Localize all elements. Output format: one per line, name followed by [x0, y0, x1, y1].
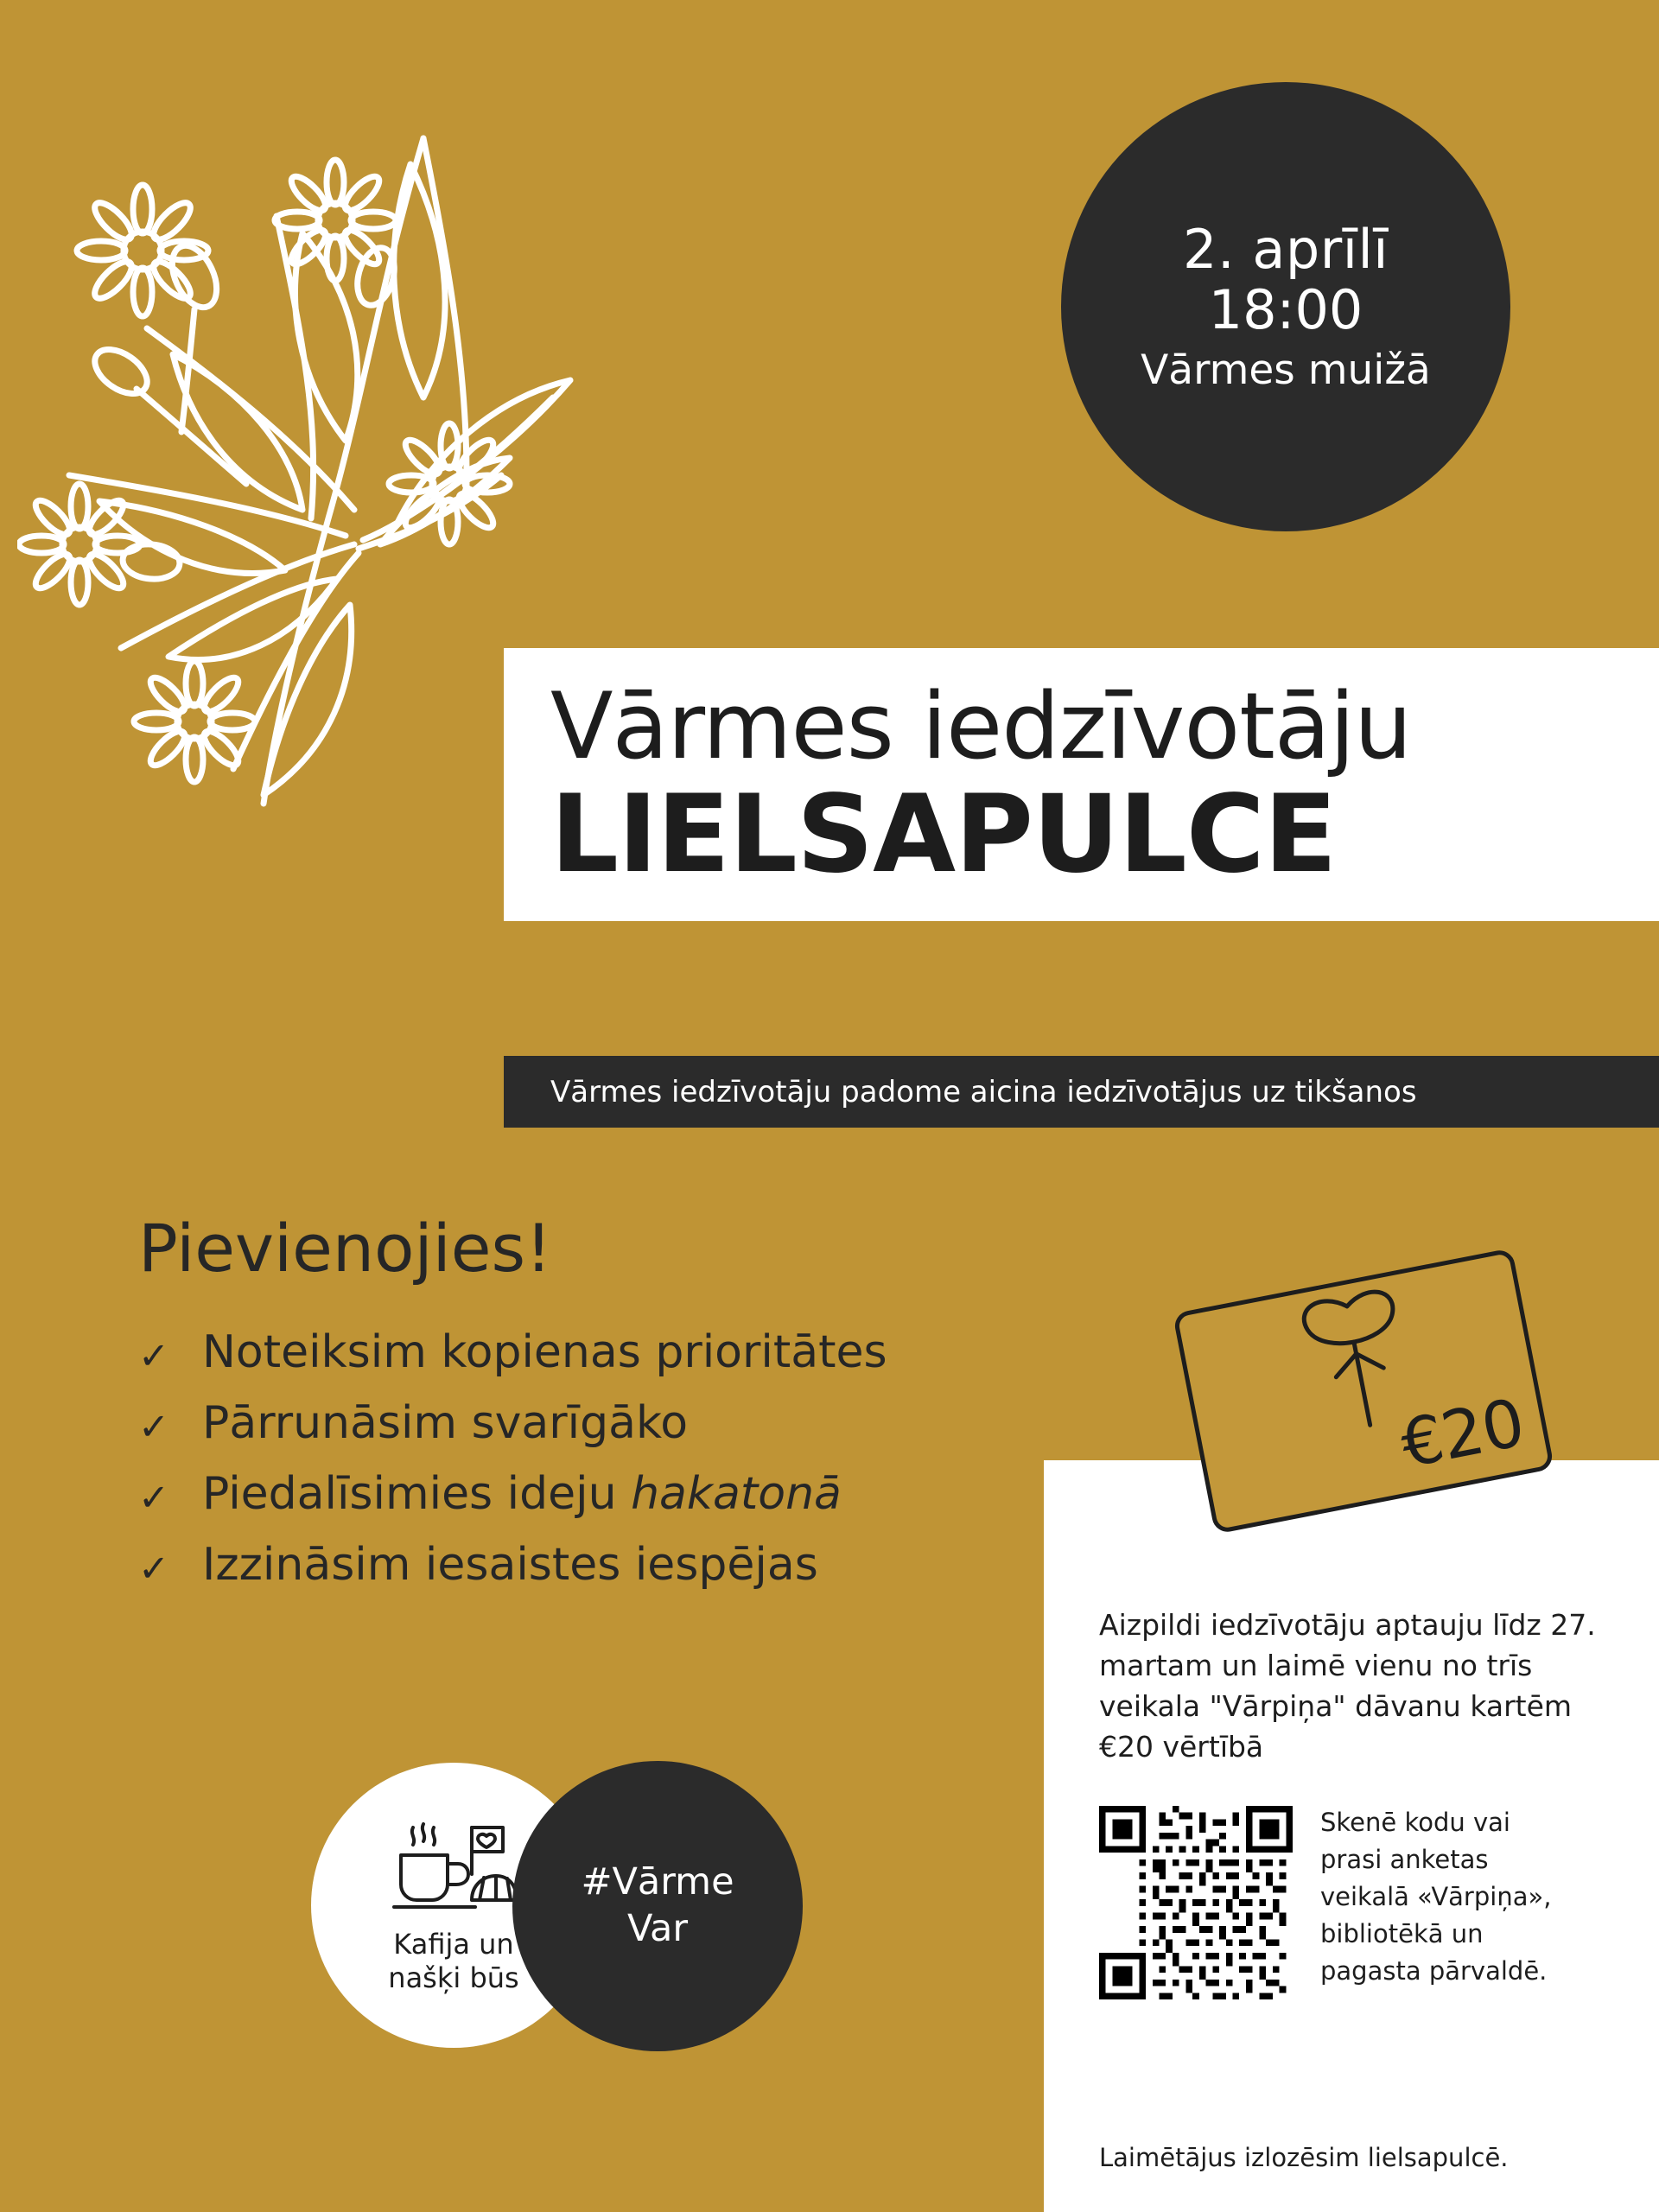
join-heading: Pievienojies! [138, 1210, 552, 1287]
list-item-label: Pārrunāsim svarīgāko [202, 1397, 689, 1449]
coffee-badge-line1: Kafija un [393, 1927, 514, 1961]
event-date: 2. aprīlī [1183, 218, 1389, 282]
list-item-label: Izzināsim iesaistes iespējas [202, 1539, 818, 1591]
hashtag-line2: Var [626, 1907, 689, 1950]
event-place: Vārmes muižā [1141, 346, 1431, 395]
subtitle-text: Vārmes iedzīvotāju padome aicina iedzīvotājus uz tikšanos [550, 1074, 1417, 1109]
title-block [504, 648, 1659, 921]
list-item [138, 1397, 1054, 1449]
list-item [138, 1326, 1054, 1378]
coffee-cup-icon [389, 1815, 518, 1919]
list-item [138, 1468, 1054, 1520]
list-item-label: Noteiksim kopienas prioritātes [202, 1326, 887, 1378]
survey-info-panel [1044, 1460, 1659, 2212]
page-title-line1: Vārmes iedzīvotāju [550, 673, 1412, 779]
check-icon: ✓ [138, 1548, 170, 1591]
check-icon: ✓ [138, 1477, 170, 1520]
event-time: 18:00 [1208, 277, 1363, 341]
page-title-line2: LIELSAPULCE [550, 772, 1337, 898]
list-item-emphasis: hakatonā [631, 1468, 842, 1520]
gift-card-amount: €20 [1395, 1383, 1530, 1483]
list-item [138, 1539, 1054, 1591]
event-date-badge [1061, 82, 1510, 531]
hashtag-line1: #Vārme [581, 1860, 734, 1904]
subtitle-bar [504, 1056, 1659, 1128]
coffee-badge-line2: našķi būs [388, 1961, 519, 1994]
list-item-label [202, 1468, 842, 1520]
benefits-list [138, 1326, 1054, 1610]
list-item-text: Piedalīsimies ideju [202, 1468, 632, 1520]
qr-code[interactable] [1099, 1806, 1293, 1999]
hashtag-badge [512, 1761, 803, 2051]
check-icon: ✓ [138, 1335, 170, 1378]
check-icon: ✓ [138, 1406, 170, 1449]
winner-note: Laimētājus izlozēsim lielsapulcē. [1099, 2143, 1509, 2172]
coffee-badge-text [388, 1928, 518, 1995]
survey-description: Aizpildi iedzīvotāju aptauju līdz 27. martam un laimē vienu no trīs veikala "Vārpiņa" dāvanu kartēm €20 vērtībā [1099, 1608, 1596, 1764]
qr-instructions: Skenē kodu vai prasi anketas veikalā «Vārpiņa», bibliotēkā un pagasta pārvaldē. [1320, 1808, 1552, 1986]
